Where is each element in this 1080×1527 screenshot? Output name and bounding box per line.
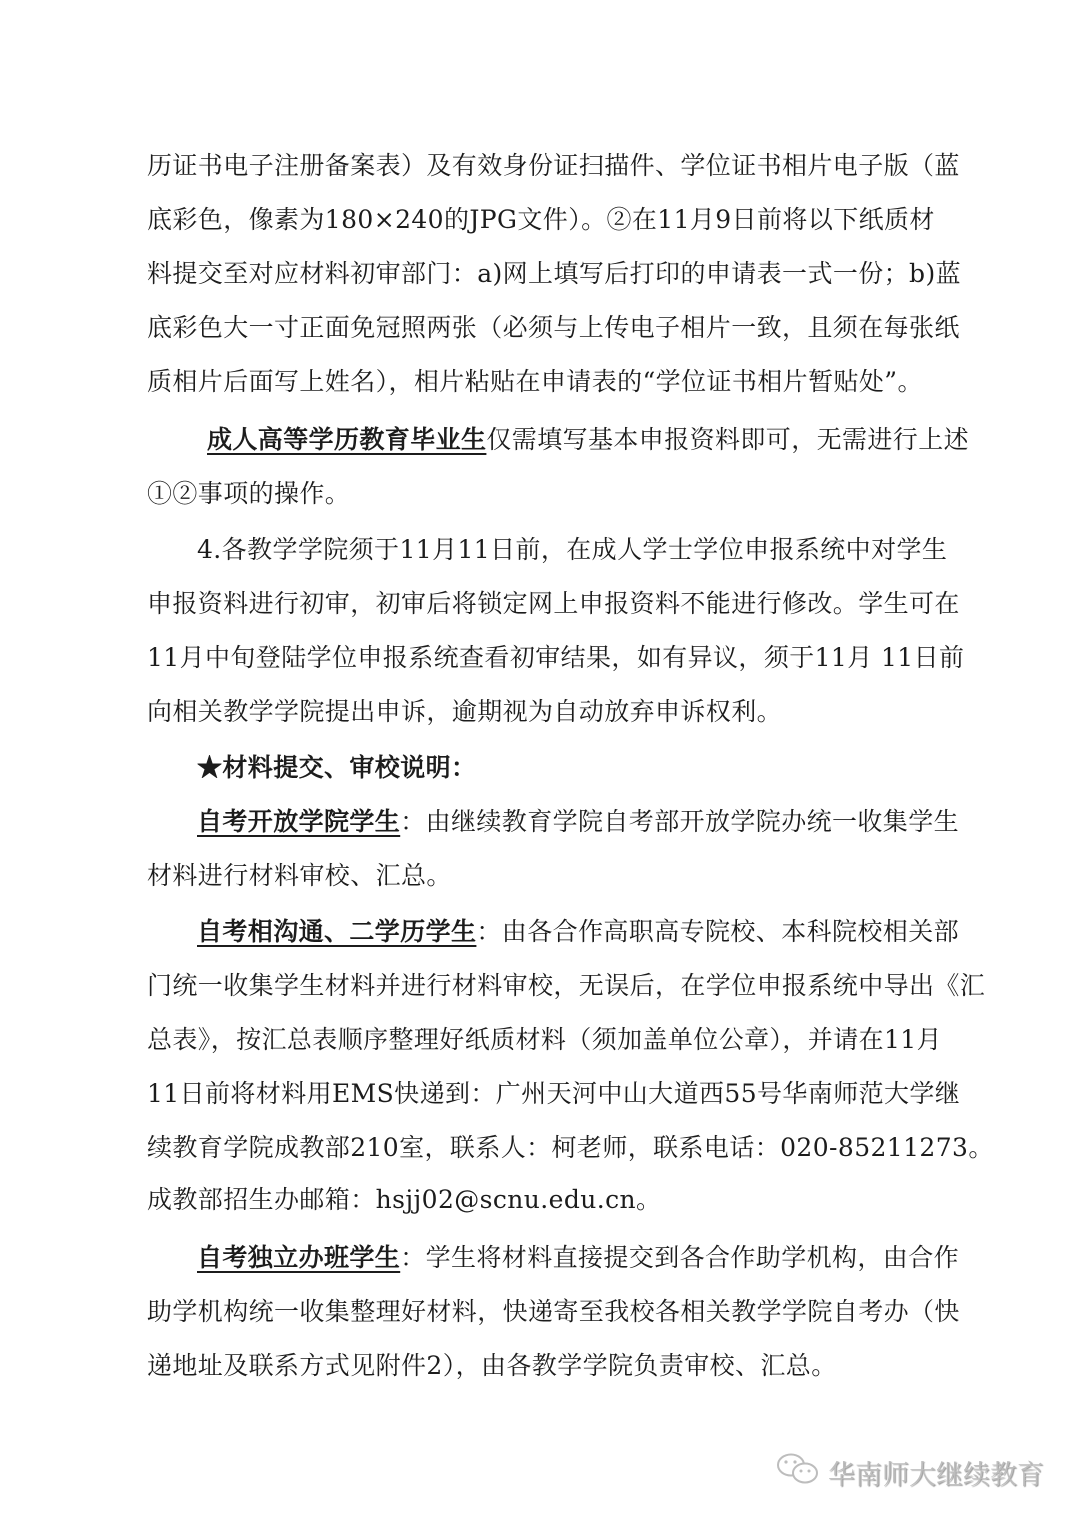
item4-line: 申报资料进行初审，初审后将锁定网上申报资料不能进行修改。学生可在 (147, 589, 960, 618)
text-line: 续教育学院成教部210室，联系人：柯老师，联系电话：020-85211273。 (147, 1133, 994, 1162)
text-line: 材料进行材料审校、汇总。 (147, 861, 452, 890)
email-line: 成教部招生办邮箱：hsjj02@scnu.edu.cn。 (147, 1185, 662, 1214)
watermark-text: 华南师大继续教育 (828, 1459, 1044, 1491)
text-line: 底彩色大一寸正面免冠照两张（必须与上传电子相片一致，且须在每张纸 (147, 313, 960, 342)
item4-line: 4.各教学学院须于11月11日前，在成人学士学位申报系统中对学生 (197, 535, 948, 564)
open-college-paragraph (147, 802, 959, 842)
bridge-students-paragraph (147, 912, 959, 952)
text-line: 递地址及联系方式见附件2），由各教学学院负责审校、汇总。 (147, 1351, 837, 1380)
adult-grads-text: 仅需填写基本申报资料即可，无需进行上述 (486, 425, 970, 454)
adult-grads-paragraph (147, 420, 969, 460)
text-line: ①②事项的操作。 (147, 479, 351, 508)
wechat-icon (776, 1452, 820, 1493)
independent-label: 自考独立办班学生 (197, 1243, 401, 1272)
bridge-students-label: 自考相沟通、二学历学生 (197, 917, 477, 946)
bridge-students-text: ：由各合作高职高专院校、本科院校相关部 (476, 917, 960, 946)
text-line: 历证书电子注册备案表）及有效身份证扫描件、学位证书相片电子版（蓝 (147, 151, 960, 180)
text-line: 总表》，按汇总表顺序整理好纸质材料（须加盖单位公章），并请在11月 (147, 1025, 943, 1054)
item4-line: 向相关教学学院提出申诉，逾期视为自动放弃申诉权利。 (147, 697, 783, 726)
text-line: 质相片后面写上姓名），相片粘贴在申请表的“学位证书相片暂贴处”。 (147, 367, 923, 396)
open-college-label: 自考开放学院学生 (197, 807, 401, 836)
text-line: 11日前将材料用EMS快递到：广州天河中山大道西55号华南师范大学继 (147, 1079, 961, 1108)
watermark (776, 1452, 1044, 1492)
text-line: 料提交至对应材料初审部门：a)网上填写后打印的申请表一式一份；b)蓝 (147, 259, 962, 288)
independent-text: ：学生将材料直接提交到各合作助学机构，由合作 (400, 1243, 960, 1272)
section-heading: ★材料提交、审校说明： (197, 753, 477, 782)
text-line: 门统一收集学生材料并进行材料审校，无误后，在学位申报系统中导出《汇 (147, 971, 986, 1000)
text-line: 助学机构统一收集整理好材料，快递寄至我校各相关教学学院自考办（快 (147, 1297, 960, 1326)
text-line: 底彩色，像素为180×240的JPG文件）。②在11月9日前将以下纸质材 (147, 205, 935, 234)
adult-grads-label: 成人高等学历教育毕业生 (207, 425, 487, 454)
open-college-text: ：由继续教育学院自考部开放学院办统一收集学生 (400, 807, 960, 836)
item4-line: 11月中旬登陆学位申报系统查看初审结果，如有异议，须于11月 11日前 (147, 643, 965, 672)
independent-paragraph (147, 1238, 959, 1278)
